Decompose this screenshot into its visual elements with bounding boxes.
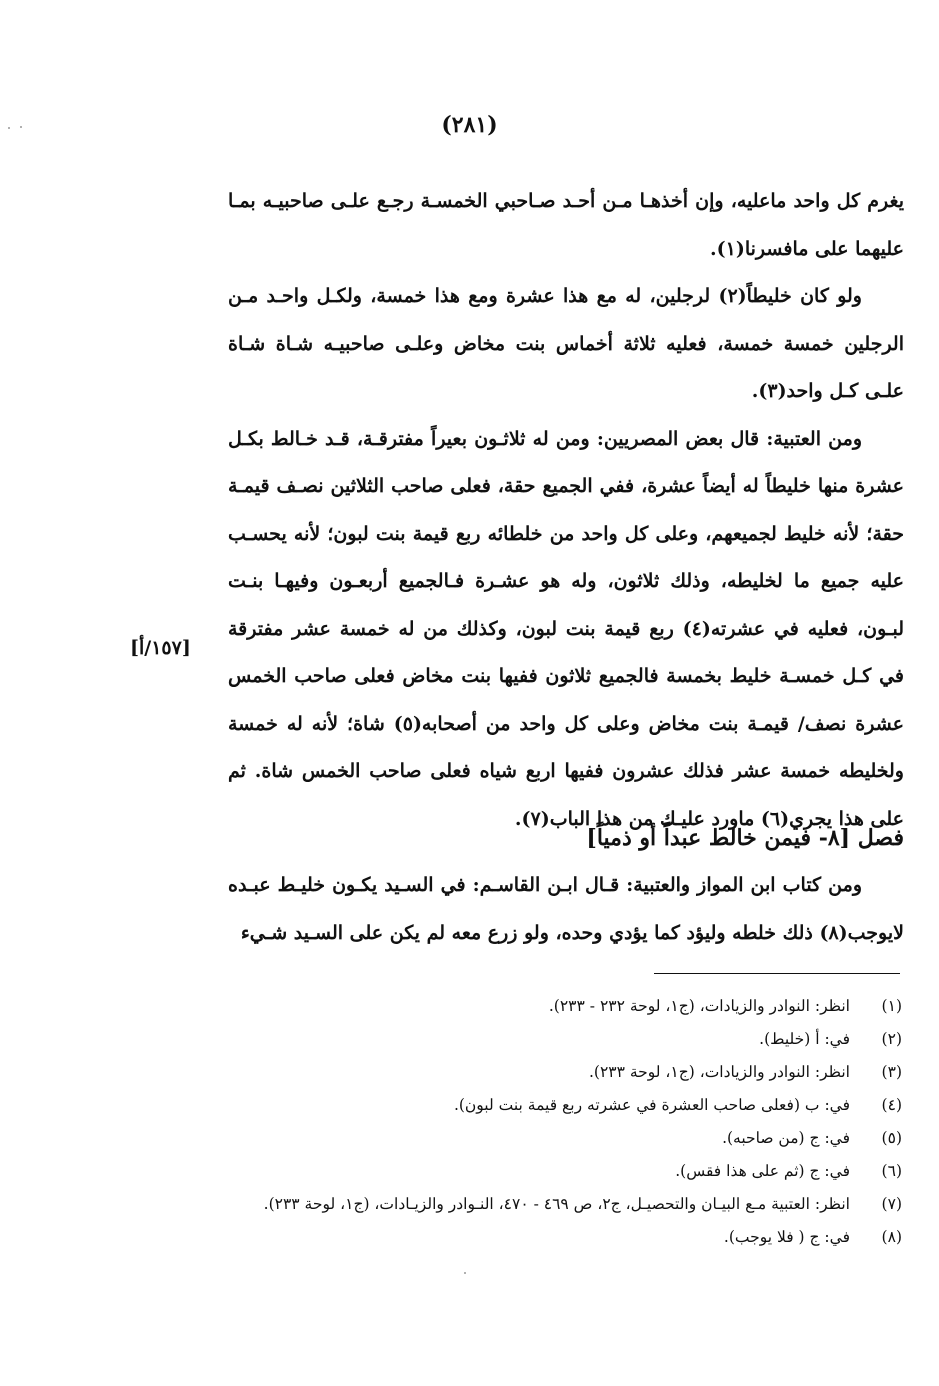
footnote-number: (٧)	[881, 1195, 902, 1213]
footnote-item	[230, 1193, 902, 1215]
footnote-text: في: ج (ثم على هذا فقس).	[675, 1162, 850, 1180]
footnote-number: (٢)	[881, 1030, 902, 1048]
footnote-item	[230, 1028, 902, 1050]
page-number: (٢٨١)	[441, 112, 498, 138]
footnote-item	[230, 1226, 902, 1248]
section-paragraph: ومن كتاب ابن المواز والعتبية: قـال ابـن القاسـم: في السـيد يكـون خليـط عبـده لايوجب(٨) ذلك خلطه وليؤد كما يؤدي وحده، ولو زرع معه لم يكن على السـيد شـيء	[228, 874, 904, 944]
footnotes	[230, 995, 902, 1259]
footnote-item	[230, 1127, 902, 1149]
footnote-item	[230, 1061, 902, 1083]
section-heading: فصل [٨- فيمن خالط عبداً أو ذمياً]	[586, 825, 904, 851]
footnote-number: (٥)	[881, 1129, 902, 1147]
footnote-item	[230, 995, 902, 1017]
footnote-text: في: ج (من صاحبه).	[722, 1129, 850, 1147]
footnote-number: (٨)	[881, 1228, 902, 1246]
footnote-number: (٦)	[881, 1162, 902, 1180]
scan-speck	[8, 127, 10, 129]
footnote-item	[230, 1160, 902, 1182]
footnote-text: في: ج ( فلا يوجب).	[723, 1228, 850, 1246]
footnote-divider	[654, 973, 900, 974]
section-text	[228, 862, 904, 957]
footnote-number: (٣)	[881, 1063, 902, 1081]
footnote-text: انظر: النوادر والزيادات، (ج١، لوحة ٢٣٣).	[588, 1063, 850, 1081]
footnote-item	[230, 1094, 902, 1116]
paragraph-3: ومن العتبية: قال بعض المصريين: ومن له ثلاثـون بعيراً مفترقـة، قـد خـالط بكـل عشرة منها خليطاً له أيضاً عشرة، ففي الجميع حقة، فعلى صاحب الثلاثين نصـف قيمـة حقة؛ لأنه خليط لجميعهم، وعلى كل واحد من خلطائه ربع قيمة بنت لبون؛ لأنه يحسـب عليه جميع ما لخليطه، وذلك ثلاثون، وله هو عشـرة فـالجميع أربعـون وفيهـا بنـت لبـون، فعليه في عشرته(٤) ربع قيمة بنت لبون، وكذلك من له خمسة عشر مفترقة في كـل خمسـة خليط بخمسة فالجميع ثلاثون ففيها بنت مخاض فعلى صاحب الخمس عشرة نصف/ قيمـة بنت مخاض وعلى كل واحد من أصحابه(٥) شاة؛ لأنه له خمسة ولخليطه خمسة عشر فذلك عشرون ففيها اربع شياه فعلى صاحب الخمس شاة. ثم على هذا يجري(٦) ماورد عليـك من هذا الباب(٧).	[228, 427, 904, 830]
scan-speck	[464, 1272, 466, 1274]
footnote-text: انظر: النوادر والزيادات، (ج١، لوحة ٢٣٢ - ٢٣٣).	[548, 997, 850, 1015]
folio-margin-note: [١٥٧/أ]	[130, 637, 191, 659]
main-text	[228, 178, 904, 843]
footnote-text: في: ب (فعلى صاحب العشرة في عشرته ربع قيمة بنت لبون).	[453, 1096, 850, 1114]
footnote-text: انظر: العتبية مـع البيـان والتحصيـل، ج٢، ص ٤٦٩ - ٤٧٠، النـوادر والزيـادات، (ج١، لوحة ٢٣٣).	[263, 1195, 850, 1213]
footnote-number: (١)	[881, 997, 902, 1015]
paragraph-1: يغرم كل واحد ماعليه، وإن أخذهـا مـن أحـد صـاحبي الخمسـة رجـع علـى صاحبيـه بمـا عليهما على مافسرنا(١).	[228, 190, 904, 260]
footnote-number: (٤)	[881, 1096, 902, 1114]
footnote-text: في: أ (خليط).	[759, 1030, 850, 1048]
paragraph-2: ولو كان خليطاً(٢) لرجلين، له مع هذا عشرة ومع هذا خمسة، ولكـل واحـد مـن الرجلين خمسة خمسة، فعليه ثلاثة أخماس بنت مخاض وعلـى صاحبيـه شـاة شـاة علـى كـل واحد(٣).	[228, 285, 904, 402]
scan-speck	[20, 126, 22, 128]
